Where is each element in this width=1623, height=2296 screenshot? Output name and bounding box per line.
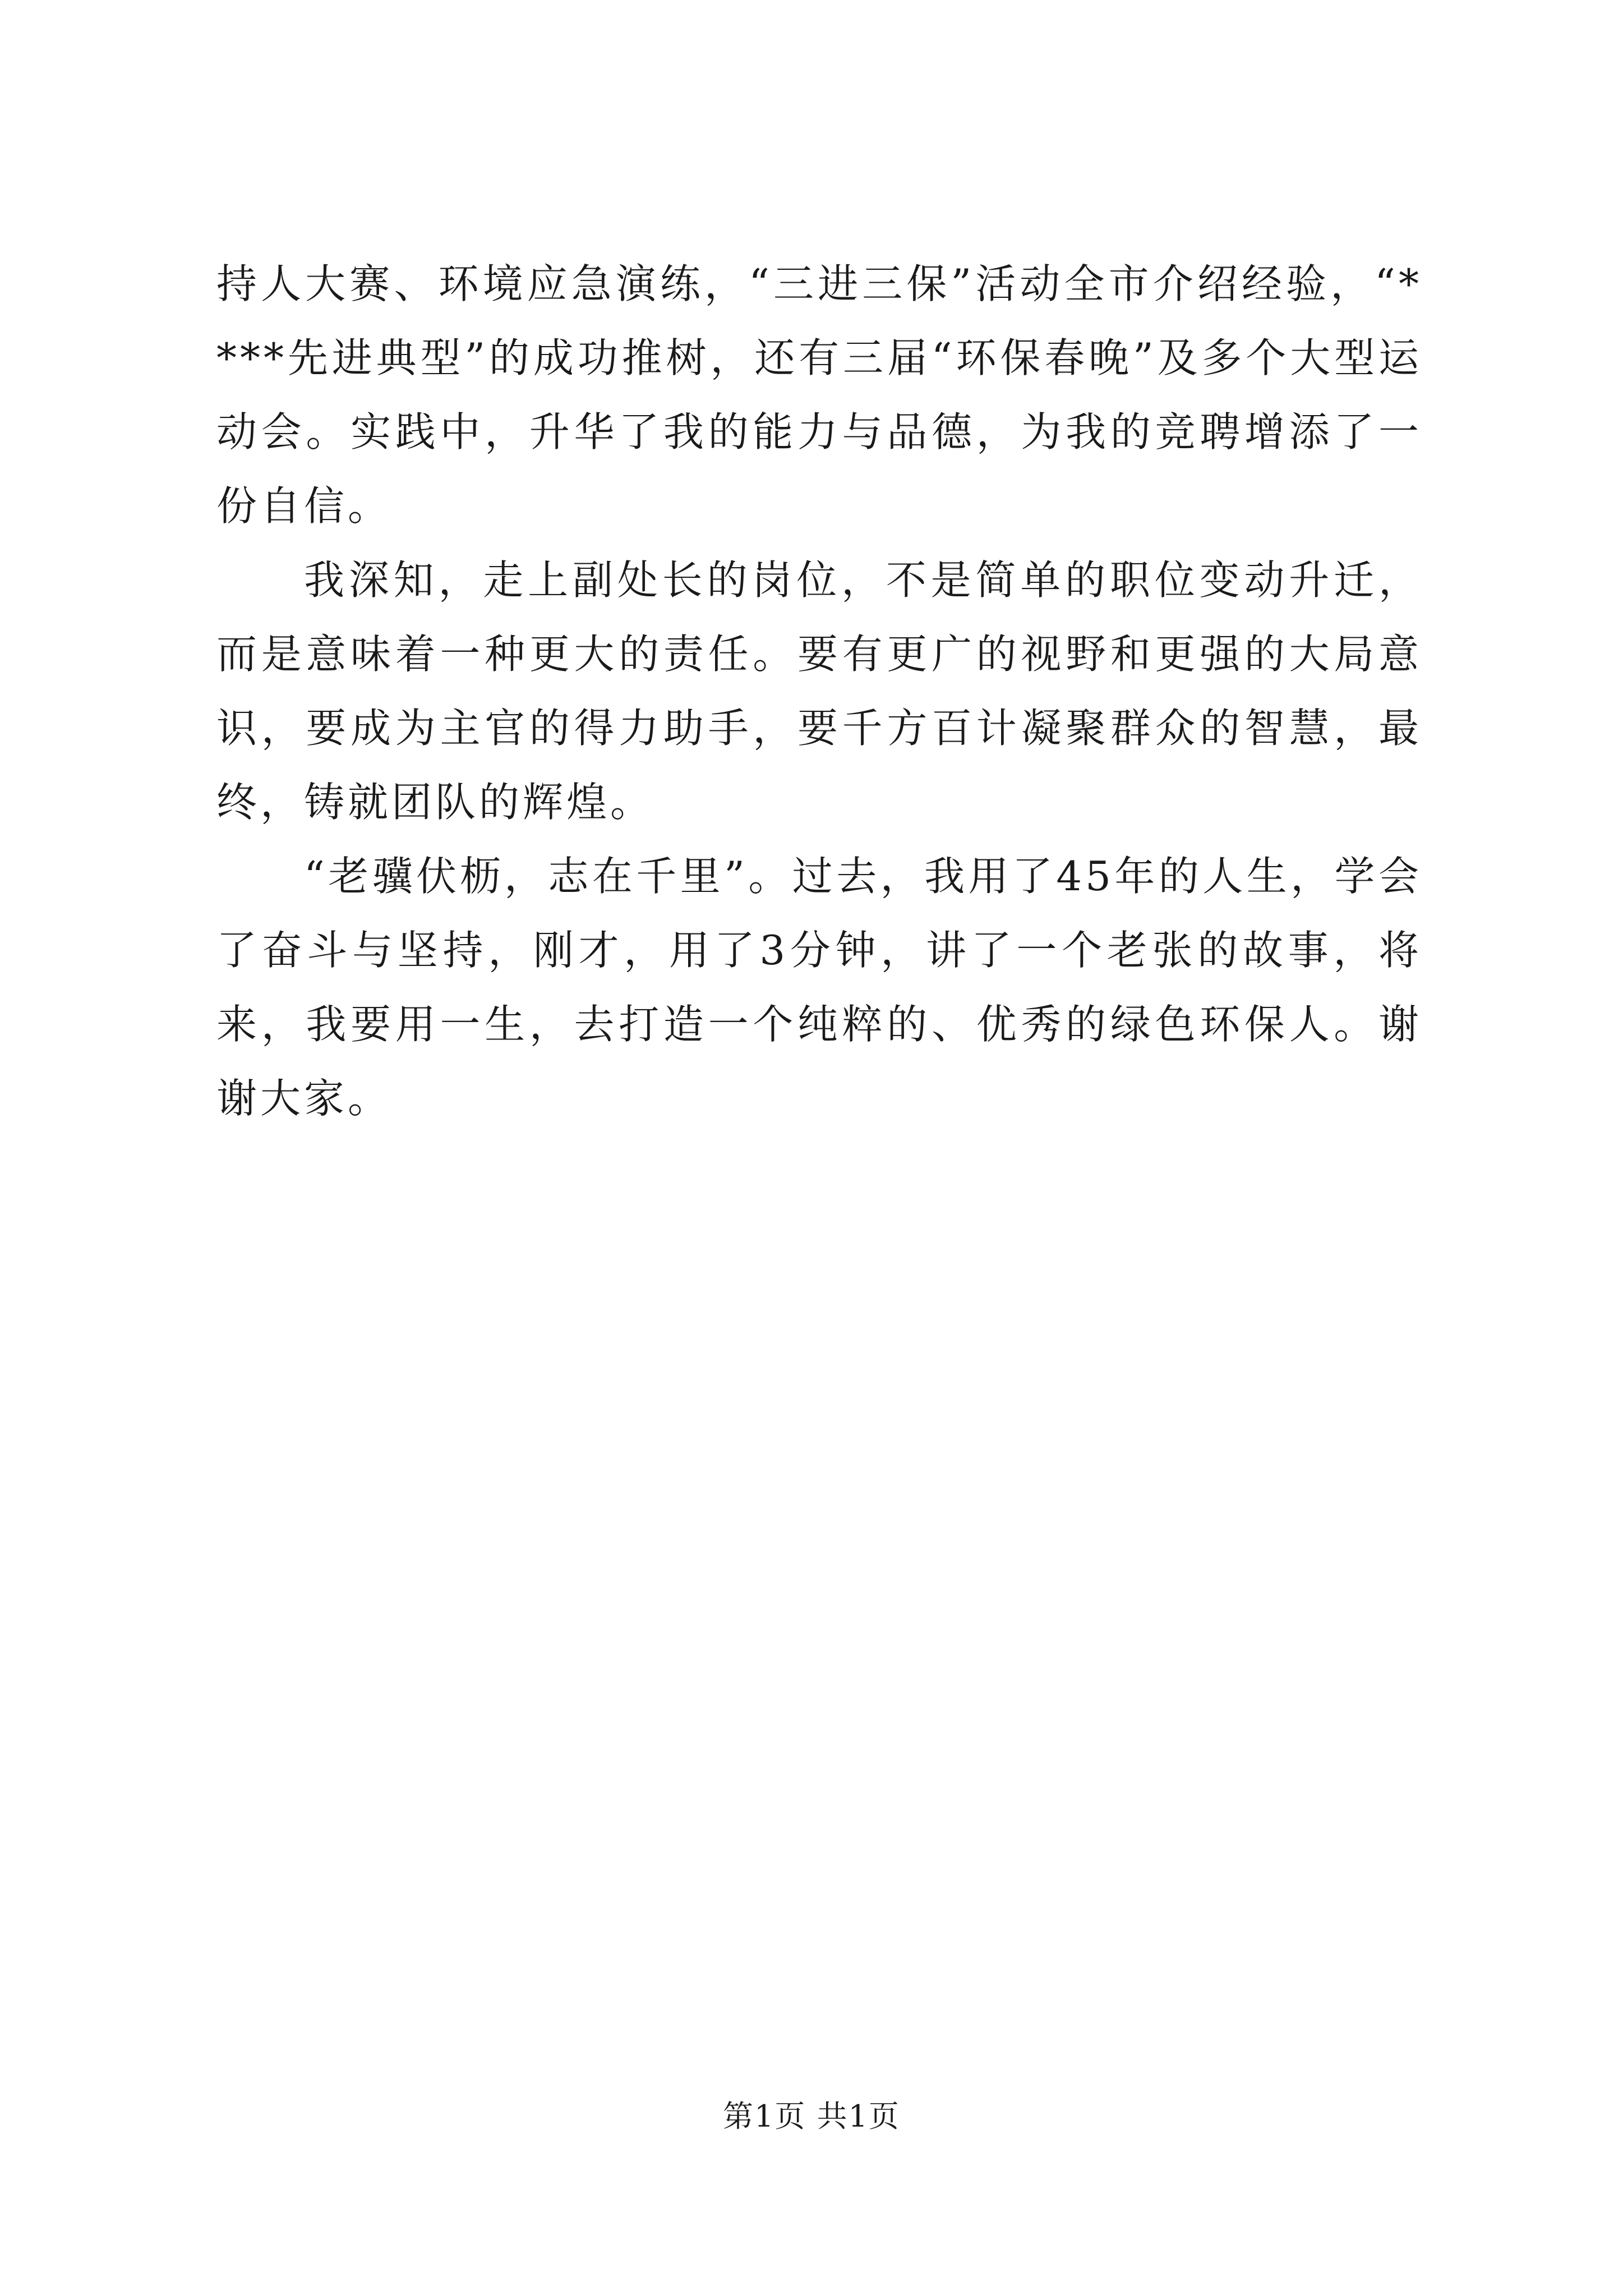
document-body [216, 247, 1422, 1135]
page-footer: 第1页 共1页 [723, 2099, 900, 2134]
paragraph-closing: “老骥伏枥，志在千里”。过去，我用了45年的人生，学会了奋斗与坚持，刚才，用了3分钟，讲了一个老张的故事，将来，我要用一生，去打造一个纯粹的、优秀的绿色环保人。谢谢大家。 [216, 853, 1422, 1122]
paragraph-continuation: 持人大赛、环境应急演练，“三进三保”活动全市介绍经验，“****先进典型”的成功推树，还有三届“环保春晚”及多个大型运动会。实践中，升华了我的能力与品德，为我的竞聘增添了一份自信。 [216, 260, 1422, 530]
paragraph-responsibility: 我深知，走上副处长的岗位，不是简单的职位变动升迁，而是意味着一种更大的责任。要有更广的视野和更强的大局意识，要成为主官的得力助手，要千方百计凝聚群众的智慧，最终，铸就团队的辉煌。 [216, 556, 1422, 826]
